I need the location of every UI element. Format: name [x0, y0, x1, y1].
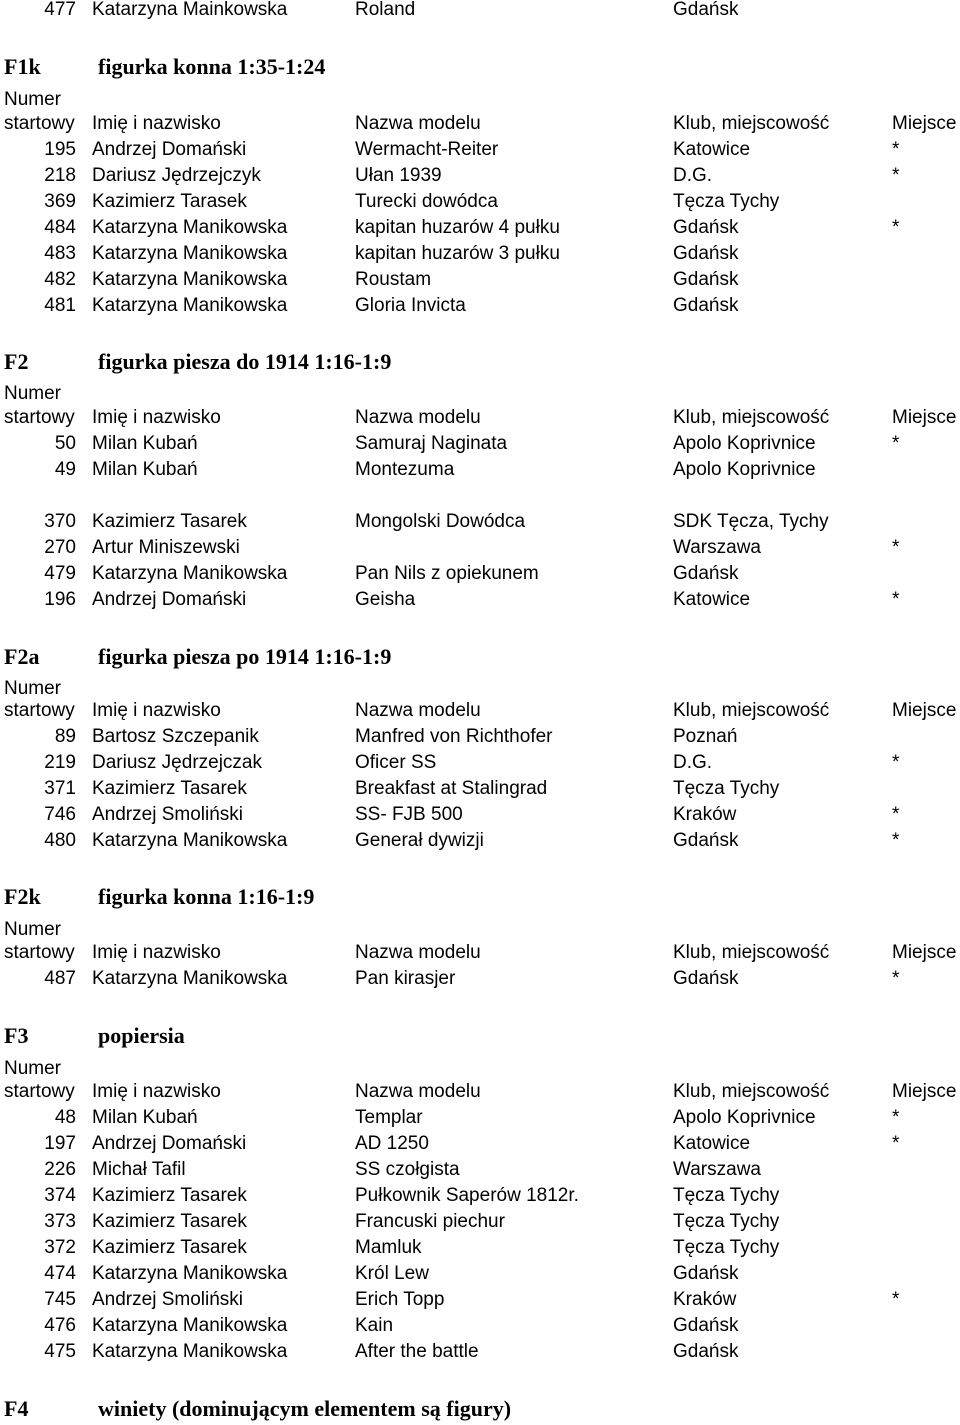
model-name: Pan kirasjer: [355, 968, 456, 989]
column-header-row: [0, 940, 960, 966]
section-heading: [0, 881, 960, 913]
table-row: [0, 1209, 960, 1235]
start-number: 746: [44, 804, 76, 825]
header-club: Klub, miejscowość: [673, 1081, 830, 1102]
section-heading: [0, 51, 960, 83]
club-location: Gdańsk: [673, 1315, 739, 1336]
model-name: Generał dywizji: [355, 830, 484, 851]
table-row: [0, 1339, 960, 1365]
model-name: Francuski piechur: [355, 1211, 505, 1232]
start-number: 476: [44, 1315, 76, 1336]
header-name: Imię i nazwisko: [92, 407, 221, 428]
club-location: Gdańsk: [673, 217, 739, 238]
start-number: 371: [44, 778, 76, 799]
place-mark: *: [892, 804, 900, 825]
club-location: Gdańsk: [673, 1263, 739, 1284]
model-name: Erich Topp: [355, 1289, 445, 1310]
club-location: Tęcza Tychy: [673, 1237, 780, 1258]
model-name: Roland: [355, 0, 416, 20]
section-heading: [0, 1020, 960, 1052]
table-row: [0, 241, 960, 267]
start-number: 479: [44, 563, 76, 584]
participant-name: Kazimierz Tasarek: [92, 1185, 247, 1206]
participant-name: Katarzyna Manikowska: [92, 217, 288, 238]
section-code: F2a: [4, 644, 40, 669]
start-number: 197: [44, 1133, 76, 1154]
club-location: Tęcza Tychy: [673, 1211, 780, 1232]
model-name: Breakfast at Stalingrad: [355, 778, 548, 799]
club-location: Gdańsk: [673, 830, 739, 851]
start-number: 89: [54, 726, 76, 747]
participant-name: Katarzyna Manikowska: [92, 269, 288, 290]
club-location: D.G.: [673, 165, 713, 186]
model-name: AD 1250: [355, 1133, 429, 1154]
model-name: Oficer SS: [355, 752, 437, 773]
participant-name: Andrzej Smoliński: [92, 804, 243, 825]
table-row: [0, 1261, 960, 1287]
header-model: Nazwa modelu: [355, 942, 481, 963]
place-mark: *: [892, 139, 900, 160]
club-location: Gdańsk: [673, 563, 739, 584]
header-model: Nazwa modelu: [355, 113, 481, 134]
table-row: [0, 750, 960, 776]
table-row: [0, 215, 960, 241]
participant-name: Katarzyna Mainkowska: [92, 0, 288, 20]
participant-name: Michał Tafil: [92, 1159, 186, 1180]
place-mark: *: [892, 830, 900, 851]
model-name: Pułkownik Saperów 1812r.: [355, 1185, 579, 1206]
participant-name: Katarzyna Manikowska: [92, 295, 288, 316]
model-name: Montezuma: [355, 459, 455, 480]
table-row: [0, 457, 960, 483]
section-heading: [0, 1393, 960, 1425]
section-heading: [0, 641, 960, 673]
section-title: figurka konna 1:16-1:9: [98, 884, 315, 909]
club-location: Tęcza Tychy: [673, 191, 780, 212]
table-row: [0, 1131, 960, 1157]
club-location: Warszawa: [673, 1159, 761, 1180]
section-code: F4: [4, 1396, 29, 1421]
start-number: 477: [44, 0, 76, 20]
table-row: [0, 163, 960, 189]
participant-name: Kazimierz Tasarek: [92, 511, 247, 532]
participant-name: Andrzej Smoliński: [92, 1289, 243, 1310]
table-row: [0, 561, 960, 587]
table-row: [0, 587, 960, 613]
start-number: 219: [44, 752, 76, 773]
start-number: 482: [44, 269, 76, 290]
header-model: Nazwa modelu: [355, 1081, 481, 1102]
header-startowy: startowy: [4, 942, 75, 963]
model-name: kapitan huzarów 3 pułku: [355, 243, 560, 264]
place-mark: *: [892, 537, 900, 558]
participant-name: Kazimierz Tarasek: [92, 191, 247, 212]
header-name: Imię i nazwisko: [92, 700, 221, 721]
model-name: After the battle: [355, 1341, 479, 1362]
start-number: 481: [44, 295, 76, 316]
model-name: kapitan huzarów 4 pułku: [355, 217, 560, 238]
place-mark: *: [892, 217, 900, 238]
model-name: SS- FJB 500: [355, 804, 463, 825]
table-row: [0, 137, 960, 163]
club-location: Gdańsk: [673, 1341, 739, 1362]
table-row: [0, 267, 960, 293]
start-number: 270: [44, 537, 76, 558]
table-row: [0, 1183, 960, 1209]
club-location: SDK Tęcza, Tychy: [673, 511, 829, 532]
start-number: 218: [44, 165, 76, 186]
header-model: Nazwa modelu: [355, 407, 481, 428]
start-number: 195: [44, 139, 76, 160]
club-location: Gdańsk: [673, 0, 739, 20]
start-number: 487: [44, 968, 76, 989]
section-title: figurka konna 1:35-1:24: [98, 54, 326, 79]
section-code: F3: [4, 1023, 29, 1048]
table-row: [0, 724, 960, 750]
start-number: 49: [54, 459, 76, 480]
table-row: [0, 802, 960, 828]
participant-name: Dariusz Jędrzejczyk: [92, 165, 261, 186]
table-row: [0, 1105, 960, 1131]
column-header-numer: [0, 381, 960, 407]
model-name: Pan Nils z opiekunem: [355, 563, 539, 584]
model-name: Ułan 1939: [355, 165, 442, 186]
table-row: [0, 828, 960, 854]
model-name: SS czołgista: [355, 1159, 460, 1180]
place-mark: *: [892, 165, 900, 186]
start-number: 480: [44, 830, 76, 851]
participant-name: Katarzyna Manikowska: [92, 1315, 288, 1336]
model-name: Kain: [355, 1315, 394, 1336]
table-row: [0, 1235, 960, 1261]
column-header-row: [0, 698, 960, 724]
place-mark: *: [892, 968, 900, 989]
header-numer: Numer: [4, 383, 62, 404]
table-row: [0, 293, 960, 319]
club-location: Kraków: [673, 804, 737, 825]
start-number: 745: [44, 1289, 76, 1310]
club-location: Gdańsk: [673, 968, 739, 989]
participant-name: Katarzyna Manikowska: [92, 243, 288, 264]
club-location: Katowice: [673, 139, 751, 160]
club-location: Apolo Koprivnice: [673, 459, 816, 480]
start-number: 196: [44, 589, 76, 610]
place-mark: *: [892, 1107, 900, 1128]
header-club: Klub, miejscowość: [673, 113, 830, 134]
header-name: Imię i nazwisko: [92, 1081, 221, 1102]
place-mark: *: [892, 1133, 900, 1154]
place-mark: *: [892, 752, 900, 773]
table-row: [0, 776, 960, 802]
section-title: figurka piesza do 1914 1:16-1:9: [98, 349, 392, 374]
participant-name: Andrzej Domański: [92, 1133, 247, 1154]
participant-name: Katarzyna Manikowska: [92, 968, 288, 989]
club-location: Apolo Koprivnice: [673, 1107, 816, 1128]
start-number: 369: [44, 191, 76, 212]
participant-name: Milan Kubań: [92, 433, 198, 454]
place-mark: *: [892, 589, 900, 610]
participant-name: Kazimierz Tasarek: [92, 1237, 247, 1258]
participant-name: Katarzyna Manikowska: [92, 1263, 288, 1284]
section-title: figurka piesza po 1914 1:16-1:9: [98, 644, 392, 669]
model-name: Templar: [355, 1107, 423, 1128]
club-location: Warszawa: [673, 537, 761, 558]
column-header-row: [0, 1079, 960, 1105]
header-numer: Numer: [4, 678, 62, 699]
club-location: D.G.: [673, 752, 713, 773]
start-number: 475: [44, 1341, 76, 1362]
model-name: Mongolski Dowódca: [355, 511, 526, 532]
participant-name: Andrzej Domański: [92, 139, 247, 160]
start-number: 484: [44, 217, 76, 238]
participant-name: Andrzej Domański: [92, 589, 247, 610]
start-number: 370: [44, 511, 76, 532]
header-place: Miejsce: [892, 407, 957, 428]
table-row: [0, 509, 960, 535]
table-row: [0, 0, 960, 23]
club-location: Katowice: [673, 1133, 751, 1154]
column-header-row: [0, 111, 960, 137]
club-location: Apolo Koprivnice: [673, 433, 816, 454]
header-club: Klub, miejscowość: [673, 407, 830, 428]
place-mark: *: [892, 1289, 900, 1310]
header-club: Klub, miejscowość: [673, 700, 830, 721]
header-startowy: startowy: [4, 113, 75, 134]
start-number: 483: [44, 243, 76, 264]
column-header-row: [0, 405, 960, 431]
participant-name: Artur Miniszewski: [92, 537, 240, 558]
club-location: Gdańsk: [673, 295, 739, 316]
header-numer: Numer: [4, 89, 62, 110]
start-number: 374: [44, 1185, 76, 1206]
model-name: Samuraj Naginata: [355, 433, 508, 454]
table-row: [0, 1157, 960, 1183]
header-startowy: startowy: [4, 1081, 75, 1102]
start-number: 474: [44, 1263, 76, 1284]
header-place: Miejsce: [892, 1081, 957, 1102]
model-name: Roustam: [355, 269, 432, 290]
header-place: Miejsce: [892, 942, 957, 963]
section-code: F1k: [4, 54, 41, 79]
participant-name: Dariusz Jędrzejczak: [92, 752, 262, 773]
start-number: 372: [44, 1237, 76, 1258]
start-number: 48: [54, 1107, 76, 1128]
table-row: [0, 189, 960, 215]
participant-name: Bartosz Szczepanik: [92, 726, 259, 747]
club-location: Tęcza Tychy: [673, 1185, 780, 1206]
participant-name: Katarzyna Manikowska: [92, 1341, 288, 1362]
header-numer: Numer: [4, 1058, 62, 1079]
model-name: Król Lew: [355, 1263, 429, 1284]
participant-name: Milan Kubań: [92, 1107, 198, 1128]
club-location: Kraków: [673, 1289, 737, 1310]
header-place: Miejsce: [892, 700, 957, 721]
model-name: Gloria Invicta: [355, 295, 466, 316]
club-location: Poznań: [673, 726, 738, 747]
participant-name: Katarzyna Manikowska: [92, 830, 288, 851]
model-name: Manfred von Richthofer: [355, 726, 553, 747]
club-location: Tęcza Tychy: [673, 778, 780, 799]
header-club: Klub, miejscowość: [673, 942, 830, 963]
header-place: Miejsce: [892, 113, 957, 134]
header-startowy: startowy: [4, 407, 75, 428]
header-name: Imię i nazwisko: [92, 113, 221, 134]
section-title: popiersia: [98, 1023, 185, 1048]
start-number: 226: [44, 1159, 76, 1180]
model-name: Wermacht-Reiter: [355, 139, 499, 160]
model-name: Turecki dowódca: [355, 191, 498, 212]
header-numer: Numer: [4, 919, 62, 940]
model-name: Geisha: [355, 589, 416, 610]
table-row: [0, 535, 960, 561]
section-title: winiety (dominującym elementem są figury): [98, 1396, 512, 1421]
participant-name: Milan Kubań: [92, 459, 198, 480]
table-row: [0, 1287, 960, 1313]
participant-name: Katarzyna Manikowska: [92, 563, 288, 584]
model-name: Mamluk: [355, 1237, 422, 1258]
club-location: Gdańsk: [673, 243, 739, 264]
header-startowy: startowy: [4, 700, 75, 721]
section-code: F2k: [4, 884, 41, 909]
participant-name: Kazimierz Tasarek: [92, 1211, 247, 1232]
table-row: [0, 431, 960, 457]
participant-name: Kazimierz Tasarek: [92, 778, 247, 799]
start-number: 373: [44, 1211, 76, 1232]
start-number: 50: [54, 433, 76, 454]
table-row: [0, 966, 960, 992]
header-model: Nazwa modelu: [355, 700, 481, 721]
place-mark: *: [892, 433, 900, 454]
header-name: Imię i nazwisko: [92, 942, 221, 963]
club-location: Katowice: [673, 589, 751, 610]
section-code: F2: [4, 349, 29, 374]
column-header-numer: [0, 87, 960, 113]
club-location: Gdańsk: [673, 269, 739, 290]
section-heading: [0, 346, 960, 378]
table-row: [0, 1313, 960, 1339]
